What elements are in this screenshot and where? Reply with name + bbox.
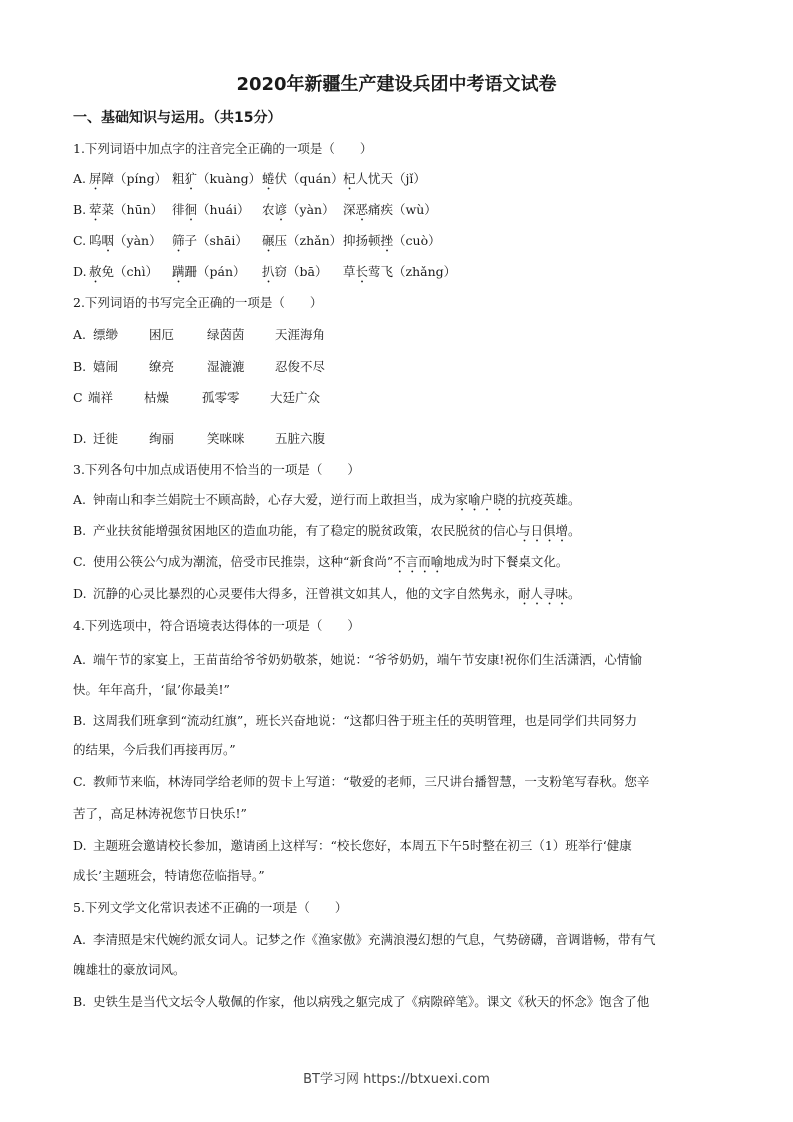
word-item: 忍俊不尽: [275, 359, 326, 374]
pinyin-item: [343, 201, 437, 224]
word-item: 迁徙: [93, 431, 119, 446]
option-text: 的结果，今后我们再接再厉。”: [73, 742, 236, 757]
item-text: 草: [343, 264, 356, 279]
option-text: 快。年年高升，‘鼠’你最美!”: [73, 682, 230, 697]
option-label: B.: [73, 359, 87, 374]
word-item: 五脏六腹: [275, 431, 326, 446]
sentence-text: 钟南山和李兰娟院士不顾高龄，心存大爱，逆行而上敢担当，成为: [93, 492, 456, 507]
sentence-text: 产业扶贫能增强贫困地区的造血功能，有了稳定的脱贫政策，农民脱贫的信心: [93, 523, 519, 538]
option-label: D.: [73, 264, 87, 279]
word-item: 端祥: [88, 390, 114, 405]
sentence-text: 沉静的心灵比暴烈的心灵要伟大得多，汪曾祺文如其人，他的文字自然隽永，: [93, 586, 519, 601]
option-label: A.: [73, 171, 87, 186]
option-label: B.: [73, 523, 87, 538]
pinyin-item: [343, 170, 426, 193]
pinyin-item: [89, 232, 162, 255]
item-text: 免（chì）: [101, 264, 159, 279]
emphasized-idiom: 与日俱增: [518, 523, 569, 538]
item-text: 徘: [172, 202, 185, 217]
item-text: 子（shāi）: [184, 233, 248, 248]
word-item: 困厄: [149, 327, 175, 342]
sentence-text: 的抗疫英雄。: [505, 492, 581, 507]
emphasized-char: 恶: [355, 202, 369, 217]
option-text: 端午节的家宴上，王苗苗给爷爷奶奶敬茶，她说：“爷爷奶奶，端午节安康!祝你们生活潇洒，心情愉: [93, 652, 642, 667]
option-text: 苦了，高足林涛祝您节日快乐!”: [73, 806, 247, 821]
emphasized-idiom: 不言而喻: [393, 554, 444, 569]
word-item: 绚丽: [149, 431, 175, 446]
sentence-text: 。: [568, 523, 581, 538]
item-text: （yàn）: [287, 202, 335, 217]
option-text: 主题班会邀请校长参加，邀请函上这样写：“校长您好，本周五下午5时整在初三（1）班举行‘健康: [93, 838, 632, 853]
item-text: 伏（quán）: [274, 171, 344, 186]
option-label: C.: [73, 233, 87, 248]
item-text: （huái）: [197, 202, 250, 217]
emphasized-char: 荤: [89, 202, 102, 217]
item-text: 菜（hūn）: [101, 202, 164, 217]
word-item: 缭亮: [149, 359, 175, 374]
option-label: A.: [73, 652, 87, 667]
emphasized-char: 蜷: [262, 171, 275, 186]
item-text: 痛疾（wù）: [368, 202, 437, 217]
word-item: 缥缈: [93, 327, 119, 342]
item-text: 窃（bā）: [274, 264, 328, 279]
option-text: [93, 522, 581, 545]
option-label: D.: [73, 838, 87, 853]
pinyin-item: [172, 232, 248, 255]
pinyin-item: [262, 232, 342, 255]
option-text: 这周我们班拿到“流动红旗”，班长兴奋地说：“这都归咎于班主任的英明管理，也是同学们共同努力: [93, 713, 638, 728]
pinyin-item: [172, 201, 250, 224]
option-label: A.: [73, 492, 87, 507]
item-text: 障（píng）: [101, 171, 168, 186]
emphasized-char: 杞: [343, 171, 356, 186]
option-text: [93, 585, 581, 608]
word-item: 绿茵茵: [207, 327, 245, 342]
item-text: 呜: [89, 233, 102, 248]
emphasized-char: 徊: [184, 202, 198, 217]
word-item: 嬉闹: [93, 359, 119, 374]
item-text: 农: [262, 202, 275, 217]
word-item: 孤零零: [202, 390, 240, 405]
word-item: 枯燥: [144, 390, 170, 405]
emphasized-char: 犷: [184, 171, 198, 186]
option-label: C.: [73, 554, 87, 569]
word-item: 湿漉漉: [207, 359, 245, 374]
option-text: 成长’主题班会，特请您莅临指导。”: [73, 868, 265, 883]
item-text: 粗: [172, 171, 185, 186]
section-heading: 一、基础知识与运用。（共15分）: [73, 110, 282, 126]
item-text: 莺飞（zhǎng）: [368, 264, 457, 279]
option-text: 李清照是宋代婉约派女词人。记梦之作《渔家傲》充满浪漫幻想的气息，气势磅礴，音调谐畅，带有气: [93, 932, 656, 947]
emphasized-char: 蹒: [172, 264, 185, 279]
sentence-text: 。: [568, 586, 581, 601]
pinyin-item: [262, 201, 335, 224]
option-label: D.: [73, 431, 87, 446]
emphasized-idiom: 家喻户晓: [455, 492, 506, 507]
question-stem: 5.下列文学文化常识表述不正确的一项是（ ）: [73, 900, 348, 915]
pinyin-item: [89, 263, 158, 286]
option-text: 史铁生是当代文坛令人敬佩的作家，他以病残之躯完成了《病隙碎笔》。课文《秋天的怀念》饱含了他: [93, 994, 650, 1009]
pinyin-item: [89, 201, 163, 224]
item-text: 人忧天（jǐ）: [355, 171, 426, 186]
question-stem: 1.下列词语中加点字的注音完全正确的一项是（ ）: [73, 141, 373, 156]
emphasized-char: 屏: [89, 171, 102, 186]
emphasized-idiom: 耐人寻味: [518, 586, 569, 601]
sentence-text: 使用公筷公勺成为潮流，倍受市民推崇，这种“新食尚”: [93, 554, 394, 569]
emphasized-char: 赦: [89, 264, 102, 279]
question-stem: 2.下列词语的书写完全正确的一项是（ ）: [73, 295, 323, 310]
page-title: 2020年新疆生产建设兵团中考语文试卷: [236, 74, 557, 95]
item-text: 跚（pán）: [184, 264, 246, 279]
item-text: （kuàng）: [197, 171, 262, 186]
word-item: 笑咪咪: [207, 431, 245, 446]
option-text: [93, 553, 568, 576]
emphasized-char: 咽: [101, 233, 115, 248]
option-label: B.: [73, 713, 87, 728]
emphasized-char: 长: [355, 264, 369, 279]
item-text: 深: [343, 202, 356, 217]
pinyin-item: [172, 170, 261, 193]
option-label: D.: [73, 586, 87, 601]
emphasized-char: 筛: [172, 233, 185, 248]
word-item: 大廷广众: [270, 390, 321, 405]
emphasized-char: 谚: [274, 202, 288, 217]
option-label: A.: [73, 932, 87, 947]
sentence-text: 地成为时下餐桌文化。: [443, 554, 569, 569]
option-label: A.: [73, 327, 87, 342]
pinyin-item: [343, 263, 456, 286]
question-stem: 3.下列各句中加点成语使用不恰当的一项是（ ）: [73, 462, 360, 477]
emphasized-char: 扒: [262, 264, 275, 279]
pinyin-item: [262, 263, 327, 286]
footer-watermark: BT学习网 https://btxuexi.com: [303, 1072, 490, 1087]
emphasized-char: 挫: [380, 233, 394, 248]
item-text: 压（zhǎn）: [274, 233, 343, 248]
option-label: B.: [73, 202, 87, 217]
word-item: 天涯海角: [275, 327, 326, 342]
pinyin-item: [262, 170, 344, 193]
option-text: 教师节来临，林涛同学给老师的贺卡上写道：“敬爱的老师，三尺讲台播智慧，一支粉笔写春秋。您辛: [93, 774, 650, 789]
option-label: B.: [73, 994, 87, 1009]
option-label: C: [73, 390, 83, 405]
pinyin-item: [343, 232, 441, 255]
item-text: （yàn）: [114, 233, 162, 248]
item-text: 抑扬顿: [343, 233, 381, 248]
option-label: C.: [73, 774, 87, 789]
option-text: [93, 491, 581, 514]
option-text: 魄雄壮的豪放词风。: [73, 962, 186, 977]
pinyin-item: [172, 263, 246, 286]
question-stem: 4.下列选项中，符合语境表达得体的一项是（ ）: [73, 618, 360, 633]
emphasized-char: 碾: [262, 233, 275, 248]
pinyin-item: [89, 170, 167, 193]
item-text: （cuò）: [393, 233, 441, 248]
